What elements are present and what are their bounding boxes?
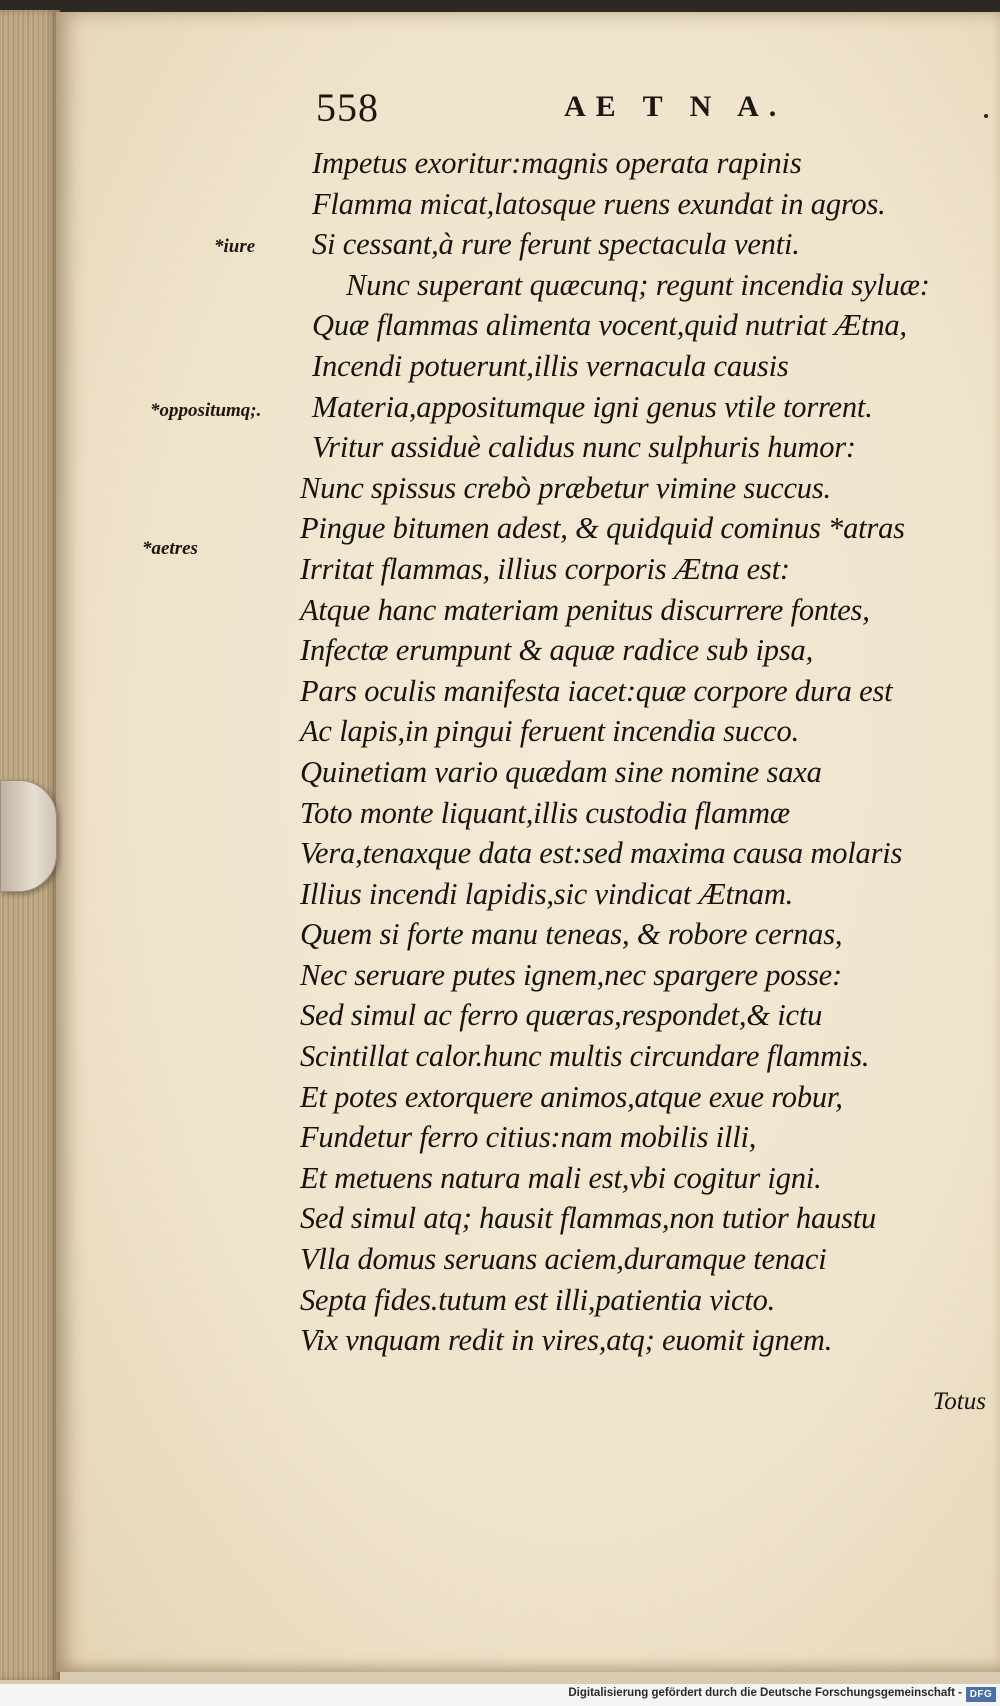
verse-line: Septa fides.tutum est illi,patientia victo. [300,1282,776,1317]
page-number: 558 [316,85,379,130]
marginal-note-iure: *iure [214,236,256,257]
verse-line: Quem si forte manu teneas, & robore cernas, [300,917,843,952]
verse-line: Sed simul atq; hausit flammas,non tutior haustu [300,1201,877,1236]
verse-line: Scintillat calor.hunc multis circundare flammis. [300,1039,870,1074]
book-clip [0,780,57,892]
marginal-note-oppositum: *oppositumq;. [150,400,262,421]
marginal-note-aetres: *aetres [142,538,198,559]
verse-line: Atque hanc materiam penitus discurrere fontes, [300,592,870,627]
verse-line: Incendi potuerunt,illis vernacula causis [312,348,789,383]
verse-line: Pingue bitumen adest, & quidquid cominus *atras [300,511,905,546]
poem-text [300,143,1000,1361]
running-title: AE T N A. [564,90,787,123]
verse-line: Fundetur ferro citius:nam mobilis illi, [300,1120,757,1155]
verse-line: Vera,tenaxque data est:sed maxima causa molaris [300,836,903,871]
verse-line: Nunc spissus crebò præbetur vimine succus. [300,470,831,505]
digitization-footer [0,1684,1000,1706]
verse-line: Flamma micat,latosque ruens exundat in agros. [312,186,886,221]
dfg-logo: DFG [966,1687,996,1702]
verse-line: Materia,appositumque igni genus vtile torrent. [312,389,873,424]
verse-line: Si cessant,à rure ferunt spectacula venti. [312,227,800,262]
verse-line: Vlla domus seruans aciem,duramque tenaci [300,1242,827,1277]
verse-line: Et metuens natura mali est,vbi cogitur igni. [300,1160,822,1195]
verse-line: Quinetiam vario quædam sine nomine saxa [300,754,822,789]
page-header [316,84,836,134]
verse-line: Sed simul ac ferro quæras,respondet,& ictu [300,998,823,1033]
verse-line: Ac lapis,in pingui feruent incendia succo. [300,714,799,749]
verse-line: Irritat flammas, illius corporis Ætna est: [300,551,790,586]
verse-line: Nunc superant quæcunq; regunt incendia syluæ: [346,267,930,302]
ink-speck [984,114,988,118]
verse-line: Pars oculis manifesta iacet:quæ corpore dura est [300,673,893,708]
verse-line: Quæ flammas alimenta vocent,quid nutriat Ætna, [312,308,907,343]
verse-line: Et potes extorquere animos,atque exue robur, [300,1079,843,1114]
verse-line: Toto monte liquant,illis custodia flammæ [300,795,790,830]
verse-line: Nec seruare putes ignem,nec spargere posse: [300,957,842,992]
funding-credit: Digitalisierung gefördert durch die Deutsche Forschungsgemeinschaft - [568,1687,962,1699]
verse-line: Illius incendi lapidis,sic vindicat Ætnam. [300,876,794,911]
catchword: Totus [932,1388,986,1415]
verse-line: Infectæ erumpunt & aquæ radice sub ipsa, [300,633,814,668]
verse-line: Vritur assiduè calidus nunc sulphuris humor: [312,430,856,465]
verse-line: Vix vnquam redit in vires,atq; euomit ignem. [300,1323,833,1358]
verse-line: Impetus exoritur:magnis operata rapinis [312,146,802,180]
